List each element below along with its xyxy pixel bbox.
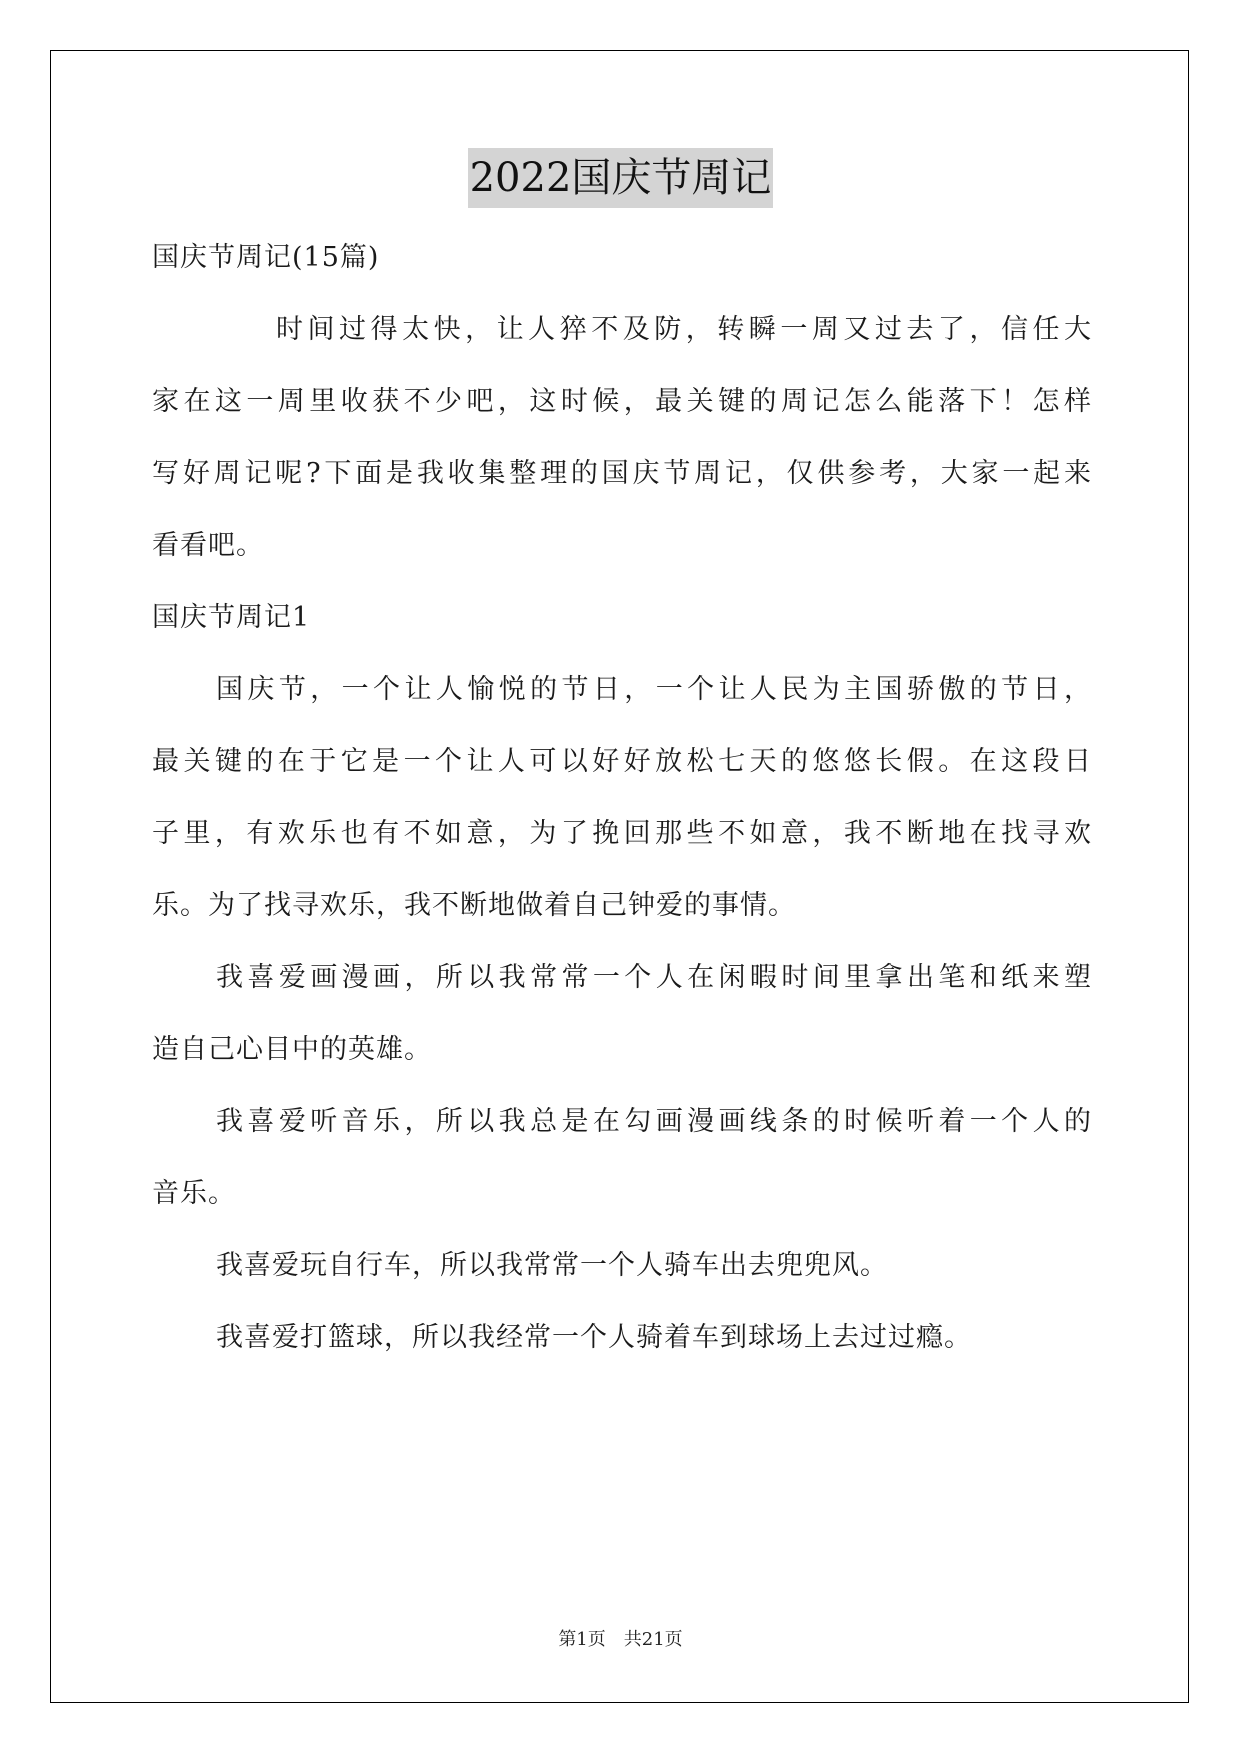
intro-line: 看看吧。	[152, 530, 264, 561]
paragraph-line: 乐。为了找寻欢乐，我不断地做着自己钟爱的事情。	[152, 890, 796, 921]
paragraph-line: 国庆节，一个让人愉悦的节日，一个让人民为主国骄傲的节日，	[216, 674, 1092, 705]
section-heading: 国庆节周记1	[152, 602, 311, 633]
paragraph-line: 子里，有欢乐也有不如意，为了挽回那些不如意，我不断地在找寻欢	[152, 818, 1092, 849]
document-title: 2022国庆节周记	[468, 148, 774, 208]
paragraph-line: 我喜爱玩自行车，所以我常常一个人骑车出去兜兜风。	[216, 1250, 888, 1281]
document-subtitle: 国庆节周记(15篇)	[152, 242, 380, 273]
paragraph-line: 我喜爱打篮球，所以我经常一个人骑着车到球场上去过过瘾。	[216, 1322, 972, 1353]
title-container	[0, 148, 1241, 208]
intro-line: 时间过得太快，让人猝不及防，转瞬一周又过去了，信任大	[276, 314, 1092, 345]
intro-line: 写好周记呢?下面是我收集整理的国庆节周记，仅供参考，大家一起来	[152, 458, 1092, 489]
paragraph-line: 我喜爱画漫画，所以我常常一个人在闲暇时间里拿出笔和纸来塑	[216, 962, 1092, 993]
paragraph-line: 我喜爱听音乐，所以我总是在勾画漫画线条的时候听着一个人的	[216, 1106, 1092, 1137]
paragraph-line: 最关键的在于它是一个让人可以好好放松七天的悠悠长假。在这段日	[152, 746, 1092, 777]
paragraph-line: 音乐。	[152, 1178, 236, 1209]
page-number: 第1页 共21页	[558, 1629, 683, 1650]
paragraph-line: 造自己心目中的英雄。	[152, 1034, 432, 1065]
intro-line: 家在这一周里收获不少吧，这时候，最关键的周记怎么能落下！怎样	[152, 386, 1092, 417]
document-body	[152, 222, 1092, 1374]
